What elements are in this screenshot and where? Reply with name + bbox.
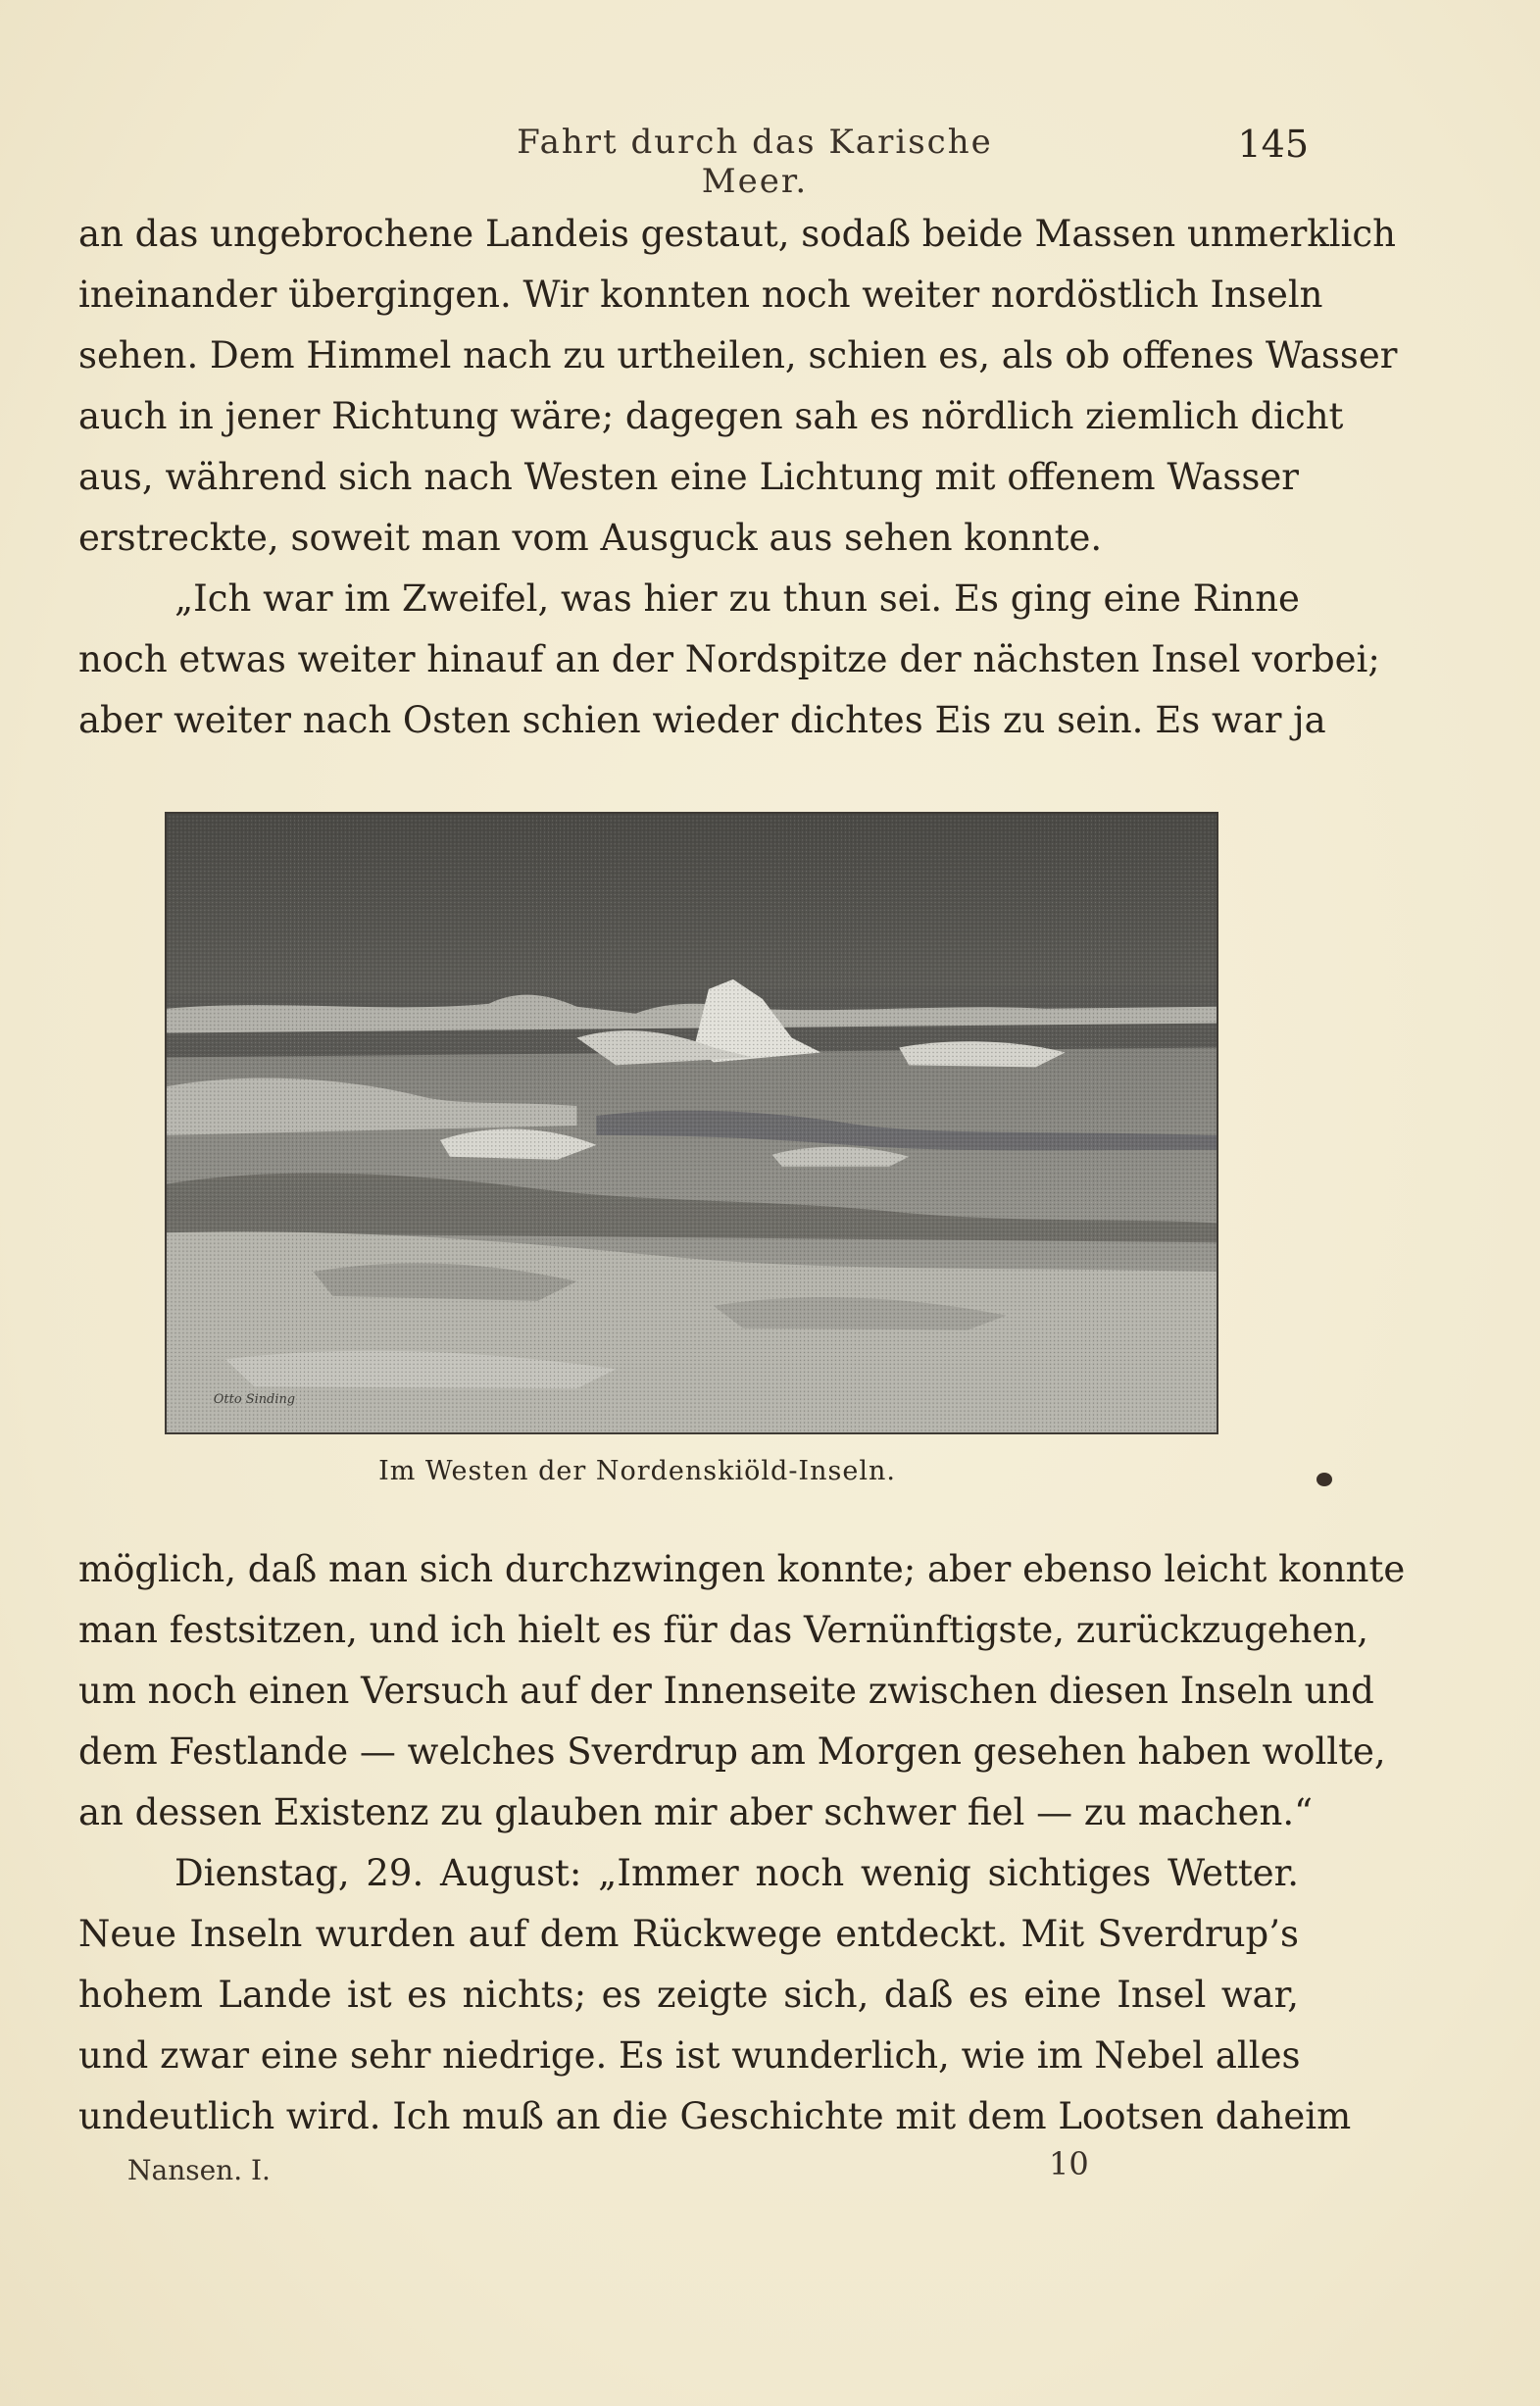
text-line: aus, während sich nach Westen eine Lichtung mit offenem Wasser — [78, 456, 1299, 498]
text-line: an dessen Existenz zu glauben mir aber schwer fiel — zu machen.“ — [78, 1791, 1314, 1833]
text-line: aber weiter nach Osten schien wieder dichtes Eis zu sein. Es war ja — [78, 699, 1326, 741]
text-block-bottom — [78, 1539, 1406, 2147]
text-line: an das ungebrochene Landeis gestaut, sodaß beide Massen unmerklich — [78, 213, 1396, 255]
ink-spot — [1316, 1473, 1332, 1486]
text-line: sehen. Dem Himmel nach zu urtheilen, schien es, als ob offenes Wasser — [78, 334, 1398, 376]
text-line: ineinander übergingen. Wir konnten noch weiter nordöstlich Inseln — [78, 274, 1323, 316]
ice-sea-illustration — [167, 814, 1217, 1432]
signature-mark: Nansen. I. — [127, 2154, 271, 2186]
text-line: Dienstag, 29. August: „Immer noch wenig sichtiges Wetter. — [174, 1852, 1299, 1894]
text-line: noch etwas weiter hinauf an der Nordspitze der nächsten Insel vorbei; — [78, 638, 1380, 680]
page-number: 145 — [1237, 123, 1309, 166]
text-line: „Ich war im Zweifel, was hier zu thun sei. Es ging eine Rinne — [174, 577, 1300, 620]
text-line: Neue Inseln wurden auf dem Rückwege entdeckt. Mit Sverdrup’s — [78, 1913, 1299, 1955]
text-line: um noch einen Versuch auf der Innenseite zwischen diesen Inseln und — [78, 1670, 1374, 1712]
figure-illustration — [165, 812, 1218, 1434]
sheet-number: 10 — [1049, 2145, 1089, 2182]
text-line: undeutlich wird. Ich muß an die Geschichte mit dem Lootsen daheim — [78, 2095, 1352, 2137]
figure-caption: Im Westen der Nordenskiöld-Inseln. — [378, 1456, 896, 1486]
text-line: man festsitzen, und ich hielt es für das Vernünftigste, zurückzugehen, — [78, 1609, 1368, 1651]
text-line: auch in jener Richtung wäre; dagegen sah es nördlich ziemlich dicht — [78, 395, 1344, 437]
text-line: und zwar eine sehr niedrige. Es ist wunderlich, wie im Nebel alles — [78, 2034, 1301, 2077]
text-line: hohem Lande ist es nichts; es zeigte sich, daß es eine Insel war, — [78, 1974, 1299, 2016]
text-line: erstreckte, soweit man vom Ausguck aus sehen konnte. — [78, 517, 1103, 559]
text-line: dem Festlande — welches Sverdrup am Morgen gesehen haben wollte, — [78, 1730, 1386, 1773]
text-block-top — [78, 204, 1398, 751]
text-line: möglich, daß man sich durchzwingen konnte; aber ebenso leicht konnte — [78, 1548, 1406, 1590]
artist-signature: Otto Sinding — [213, 1392, 296, 1408]
running-title: Fahrt durch das Karische Meer. — [517, 123, 993, 201]
